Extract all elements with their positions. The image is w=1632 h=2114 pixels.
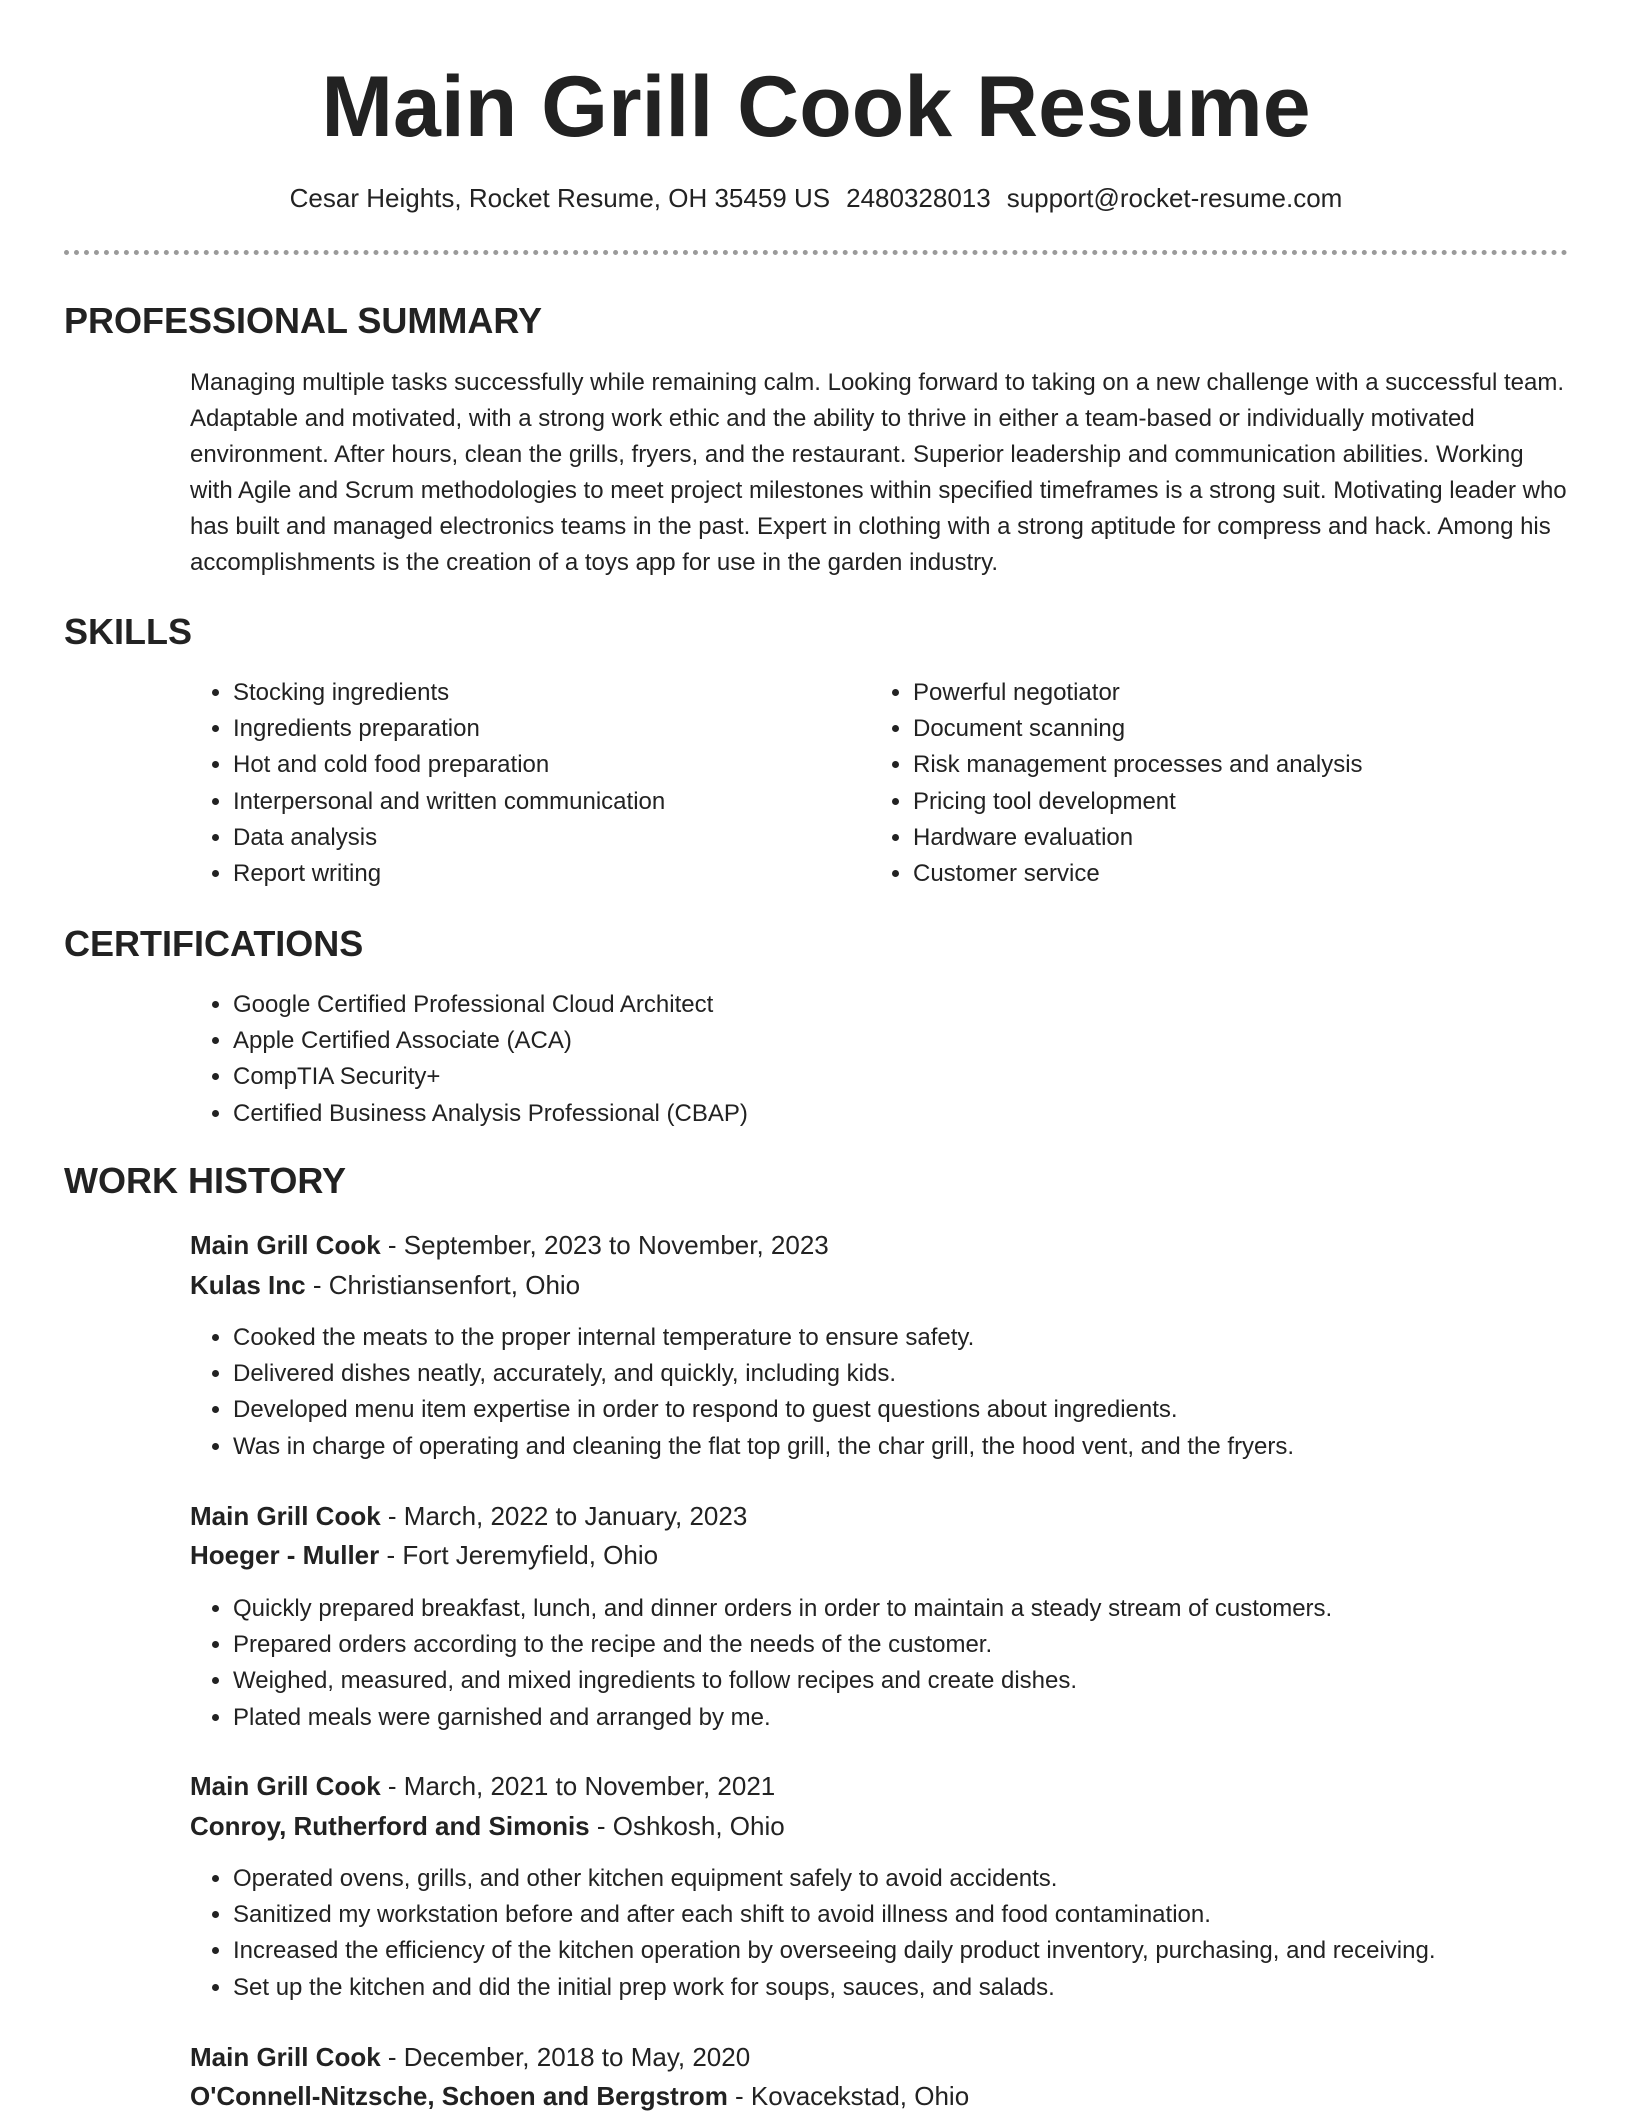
job-bullet: • Quickly prepared breakfast, lunch, and dinner orders in order to maintain a steady stream of customers. <box>233 1591 1613 1627</box>
skill-item: • Risk management processes and analysis <box>913 747 1513 783</box>
skill-item: • Hardware evaluation <box>913 820 1513 856</box>
contact-phone: 2480328013 <box>846 183 991 213</box>
skill-item: • Pricing tool development <box>913 784 1513 820</box>
job-bullet: • Was in charge of operating and cleaning the flat top grill, the char grill, the hood vent, and the fryers. <box>233 1429 1613 1465</box>
job-title: Main Grill Cook <box>190 2042 381 2072</box>
job-bullet: • Prepared orders according to the recipe and the needs of the customer. <box>233 1627 1613 1663</box>
job-bullets <box>190 1861 1613 2006</box>
skills-list-left <box>190 675 833 892</box>
certification-item: • Apple Certified Associate (ACA) <box>233 1023 1533 1059</box>
job-dates: - September, 2023 to November, 2023 <box>380 1230 829 1260</box>
skill-item: • Report writing <box>233 856 833 892</box>
job-bullet: • Developed menu item expertise in order to respond to guest questions about ingredients. <box>233 1392 1613 1428</box>
job-company: O'Connell-Nitzsche, Schoen and Bergstrom <box>190 2081 728 2111</box>
skill-item: • Customer service <box>913 856 1513 892</box>
certification-item: • CompTIA Security+ <box>233 1059 1533 1095</box>
certification-item: • Certified Business Analysis Professional (CBAP) <box>233 1096 1533 1132</box>
job-company-line <box>190 1537 658 1573</box>
job-bullet: • Delivered dishes neatly, accurately, and quickly, including kids. <box>233 1356 1613 1392</box>
job-location: - Kovacekstad, Ohio <box>727 2081 970 2111</box>
job-bullet: • Weighed, measured, and mixed ingredients to follow recipes and create dishes. <box>233 1663 1613 1699</box>
skill-item: • Hot and cold food preparation <box>233 747 833 783</box>
job-title-line <box>190 1498 747 1534</box>
job-dates: - March, 2021 to November, 2021 <box>380 1771 776 1801</box>
job-bullet: • Increased the efficiency of the kitchen operation by overseeing daily product inventory, purchasing, and receiving. <box>233 1933 1613 1969</box>
job-bullet: • Plated meals were garnished and arranged by me. <box>233 1700 1613 1736</box>
job-title: Main Grill Cook <box>190 1771 381 1801</box>
work-history-heading: WORK HISTORY <box>64 1160 347 1201</box>
skill-item: • Document scanning <box>913 711 1513 747</box>
certifications-heading: CERTIFICATIONS <box>64 923 364 964</box>
job-title: Main Grill Cook <box>190 1230 381 1260</box>
skill-item: • Stocking ingredients <box>233 675 833 711</box>
summary-text: Managing multiple tasks successfully while remaining calm. Looking forward to taking on a new challenge with a successful team. Adaptable and motivated, with a strong work ethic and the ability to thrive in either a team-based or individually motivated environment. After hours, clean the grills, fryers, and the restaurant. Superior leadership and communication abilities. Working with Agile and Scrum methodologies to meet project milestones within specified timeframes is a strong suit. Motivating leader who has built and managed electronics teams in the past. Expert in clothing with a strong aptitude for compress and hack. Among his accomplishments is the creation of a toys app for use in the garden industry. <box>190 369 1567 576</box>
job-location: - Fort Jeremyfield, Ohio <box>379 1540 659 1570</box>
skills-heading: SKILLS <box>64 611 193 652</box>
job-company-line <box>190 1808 785 1844</box>
job-company: Conroy, Rutherford and Simonis <box>190 1811 590 1841</box>
job-company-line <box>190 1267 580 1303</box>
job-title-line <box>190 2039 750 2075</box>
job-location: - Christiansenfort, Ohio <box>305 1270 581 1300</box>
job-title-line <box>190 1227 829 1263</box>
job-bullets <box>190 1591 1613 1736</box>
certification-item: • Google Certified Professional Cloud Architect <box>233 987 1533 1023</box>
job-dates: - March, 2022 to January, 2023 <box>380 1501 748 1531</box>
job-location: - Oshkosh, Ohio <box>589 1811 785 1841</box>
job-bullets <box>190 1320 1613 1465</box>
summary-heading: PROFESSIONAL SUMMARY <box>64 300 543 341</box>
skill-item: • Powerful negotiator <box>913 675 1513 711</box>
job-company: Hoeger - Muller <box>190 1540 380 1570</box>
skill-item: • Interpersonal and written communication <box>233 784 833 820</box>
job-bullet: • Set up the kitchen and did the initial prep work for soups, sauces, and salads. <box>233 1970 1613 2006</box>
contact-address: Cesar Heights, Rocket Resume, OH 35459 US <box>289 183 831 213</box>
job-title-line <box>190 1768 775 1804</box>
header-divider <box>64 250 1568 255</box>
certifications-list <box>190 987 1533 1132</box>
contact-email[interactable]: support@rocket-resume.com <box>1006 183 1343 213</box>
job-dates: - December, 2018 to May, 2020 <box>380 2042 751 2072</box>
job-bullet: • Sanitized my workstation before and after each shift to avoid illness and food contamination. <box>233 1897 1613 1933</box>
job-bullet: • Cooked the meats to the proper internal temperature to ensure safety. <box>233 1320 1613 1356</box>
resume-title: Main Grill Cook Resume <box>321 59 1311 155</box>
skill-item: • Data analysis <box>233 820 833 856</box>
skill-item: • Ingredients preparation <box>233 711 833 747</box>
job-bullet: • Operated ovens, grills, and other kitchen equipment safely to avoid accidents. <box>233 1861 1613 1897</box>
contact-line <box>0 180 1632 216</box>
job-company-line <box>190 2078 969 2114</box>
job-company: Kulas Inc <box>190 1270 306 1300</box>
skills-list-right <box>870 675 1513 892</box>
job-title: Main Grill Cook <box>190 1501 381 1531</box>
